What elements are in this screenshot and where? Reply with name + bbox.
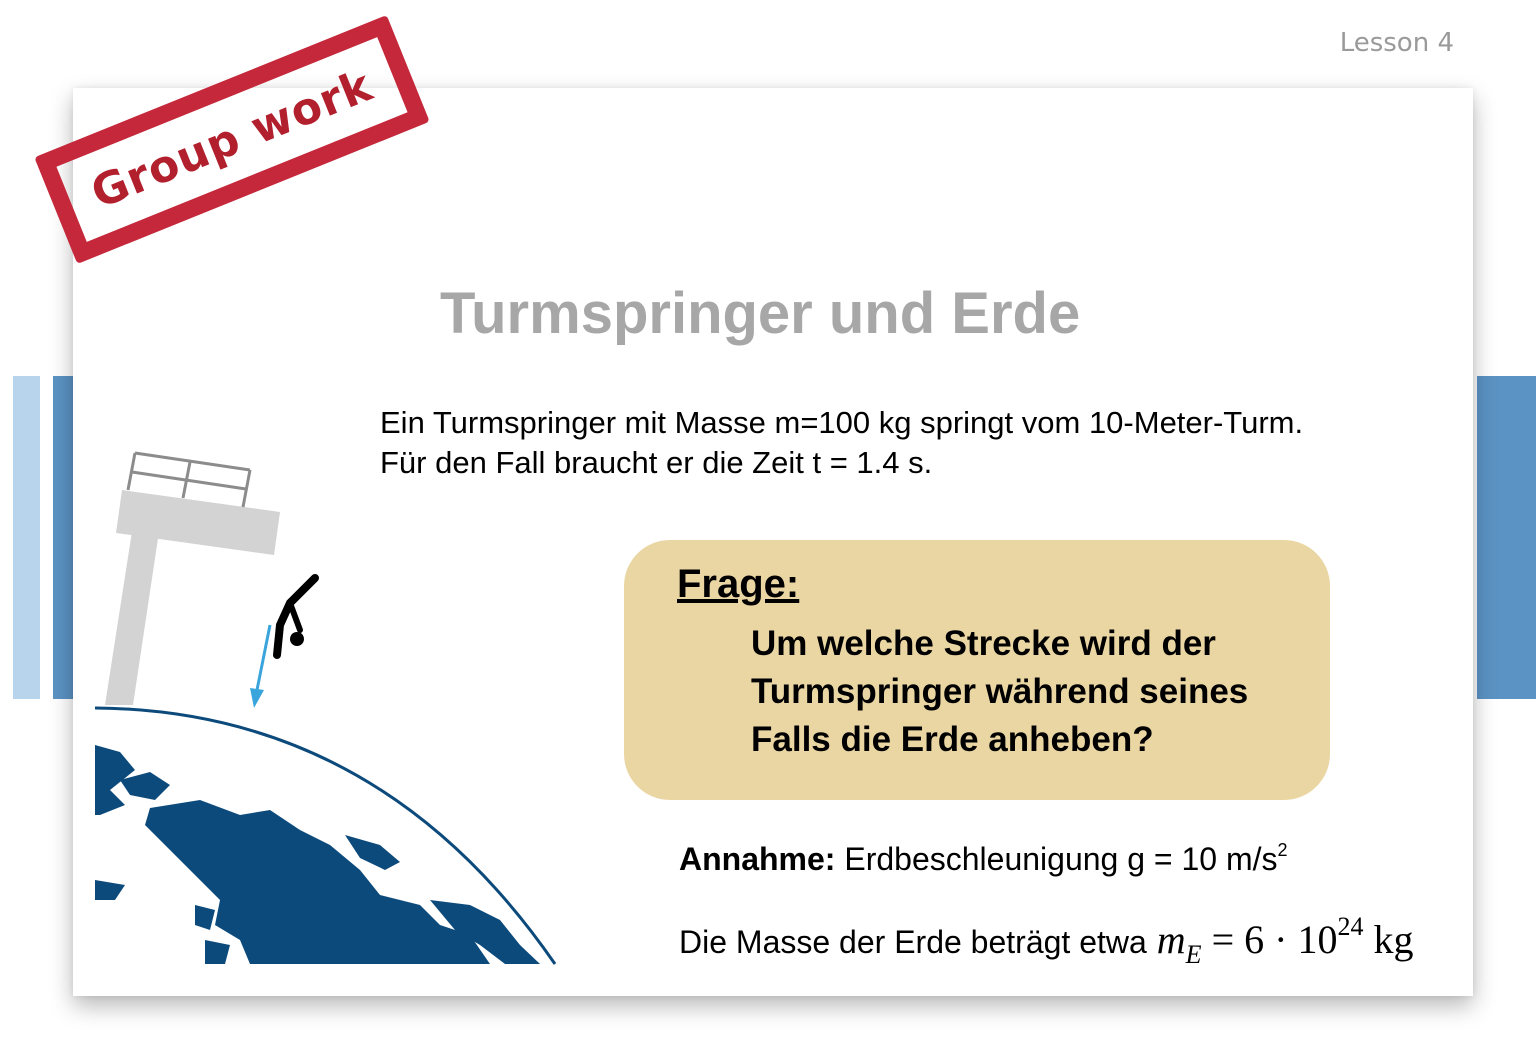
right-blue-bar	[1477, 376, 1536, 699]
assumption-exponent: 2	[1277, 840, 1288, 860]
mass-symbol: m	[1156, 917, 1186, 962]
lesson-label: Lesson 4	[1339, 28, 1454, 58]
assumption-line	[679, 840, 1288, 878]
group-work-stamp-text: Group work	[84, 60, 380, 219]
assumption-text: Erdbeschleunigung g = 10 m/s	[835, 841, 1278, 877]
mass-unit: kg	[1363, 917, 1414, 962]
question-text	[751, 620, 1248, 764]
assumption-label: Annahme:	[679, 841, 836, 877]
intro-line: Ein Turmspringer mit Masse m=100 kg springt vom 10-Meter-Turm.	[380, 405, 1304, 440]
left-dark-blue-bar	[53, 376, 75, 699]
earth-mass-text: Die Masse der Erde beträgt etwa	[679, 924, 1147, 960]
intro-text	[380, 403, 1303, 483]
question-line: Falls die Erde anheben?	[751, 720, 1154, 759]
question-box	[624, 540, 1330, 800]
question-line: Um welche Strecke wird der	[751, 624, 1216, 663]
question-line: Turmspringer während seines	[751, 672, 1249, 711]
earth-mass-line	[679, 912, 1413, 970]
earth-mass-formula	[1157, 912, 1414, 970]
intro-line: Für den Fall braucht er die Zeit t = 1.4 s.	[380, 445, 933, 480]
mass-subscript: E	[1185, 940, 1202, 969]
mass-exponent: 24	[1337, 912, 1364, 941]
mass-equals: = 6 · 10	[1201, 917, 1338, 962]
left-light-blue-bar	[13, 376, 40, 699]
slide-title: Turmspringer und Erde	[440, 281, 1081, 346]
question-heading: Frage:	[677, 562, 800, 606]
